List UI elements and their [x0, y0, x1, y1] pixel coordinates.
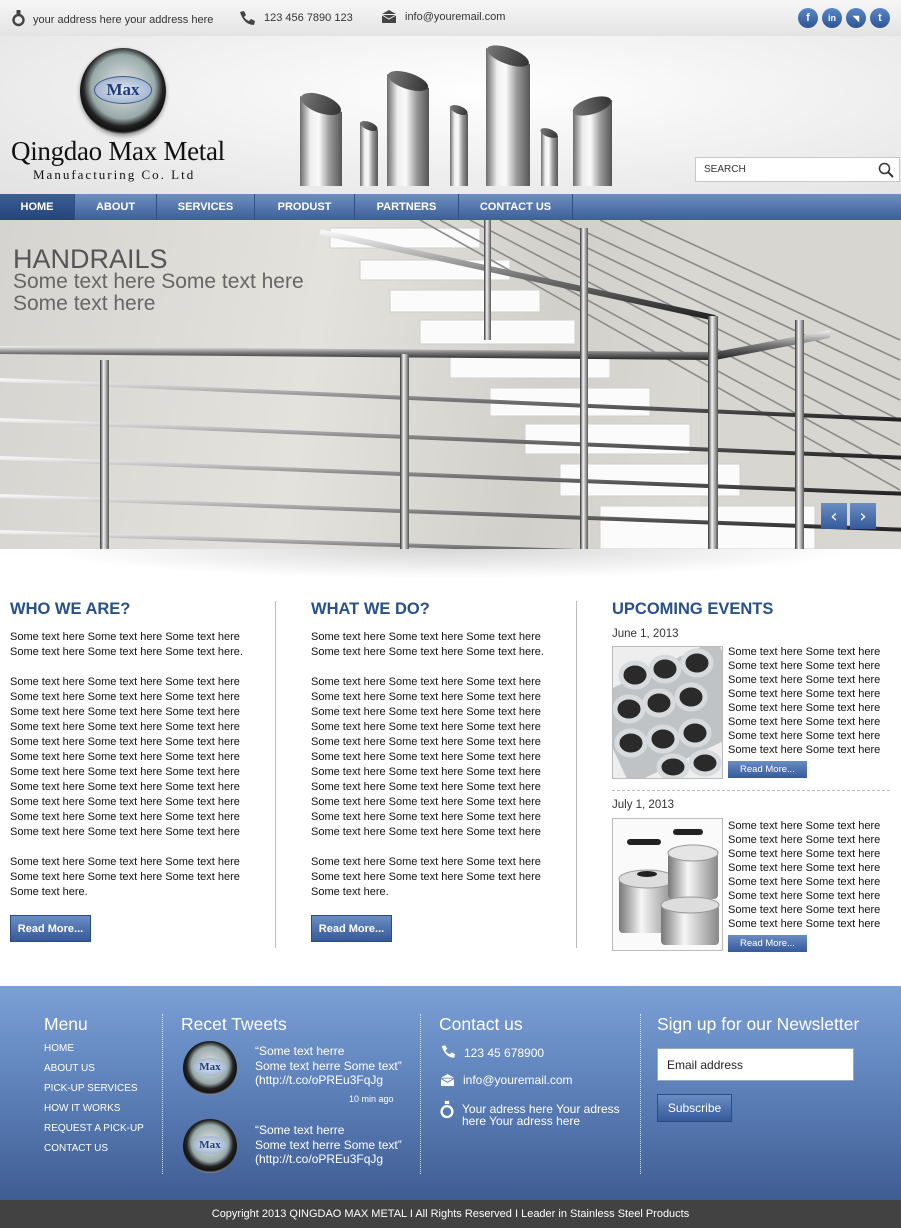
- who-we-are-text: [10, 630, 248, 915]
- nav-contact-us[interactable]: CONTACT US: [459, 194, 573, 220]
- footer-link-pick-up-services[interactable]: PICK-UP SERVICES: [44, 1083, 138, 1094]
- avatar-logo-text: Max: [193, 1136, 227, 1154]
- event-date: June 1, 2013: [612, 628, 679, 640]
- linkedin-icon[interactable]: in: [822, 8, 842, 28]
- footer-divider: [640, 1014, 641, 1174]
- hero-slider: [0, 220, 901, 549]
- social-links: [798, 8, 890, 28]
- newsletter-email-input[interactable]: Email address: [657, 1048, 854, 1081]
- what-paragraph-1: Some text here Some text here Some text here Some text here Some text here Some text here.: [311, 631, 544, 658]
- tweet-text: [255, 1123, 415, 1167]
- footer-menu: [44, 1043, 144, 1163]
- event-separator: [612, 790, 890, 791]
- footer-link-how-it-works[interactable]: HOW IT WORKS: [44, 1103, 121, 1114]
- header: [0, 36, 901, 194]
- tweet-time: 10 min ago: [349, 1094, 394, 1104]
- nav-services[interactable]: SERVICES: [157, 194, 255, 220]
- upcoming-events-title: UPCOMING EVENTS: [612, 600, 774, 618]
- who-paragraph-2: Some text here Some text here Some text here Some text here Some text here Some text here Some text here Some text here Some text here Some text here Some text here Some text here Some text here Some text here Some text here Some text here Some text here Some text here Some text here Some text here Some text here Some text here Some text here Some text here Some text here Some text here Some text here Some text here Some text here Some text here Some text here Some text here Some text here: [10, 676, 240, 838]
- phone-icon: [440, 1044, 456, 1059]
- search-input[interactable]: [696, 164, 866, 175]
- tweet-line: “Some text herre: [255, 1123, 345, 1137]
- rss-icon[interactable]: ◥: [846, 8, 866, 28]
- tweet-line: Some text herre Some text”: [255, 1058, 402, 1073]
- tweet-avatar: [183, 1041, 237, 1095]
- nav-about[interactable]: ABOUT: [75, 194, 157, 220]
- logo-text: Max: [94, 76, 152, 104]
- contact-address: Your adress here Your adress here Your adress here: [462, 1102, 620, 1128]
- company-name: Qingdao Max Metal: [11, 136, 225, 166]
- slider-prev-button[interactable]: ‹: [821, 503, 847, 529]
- event-description: Some text here Some text here Some text here Some text here Some text here Some text here Some text here Some text here Some text here Some text here Some text here Some text here Some text here Some text here Some text here Some text here: [728, 820, 881, 930]
- footer-link-contact-us[interactable]: CONTACT US: [44, 1143, 109, 1154]
- steel-pipes-image: [290, 40, 620, 190]
- twitter-icon[interactable]: t: [870, 8, 890, 28]
- event-read-more-button[interactable]: Read More...: [728, 935, 807, 952]
- hero-text: Some text here Some text here Some text here: [13, 270, 304, 315]
- tweet-line: “Some text herre: [255, 1044, 345, 1058]
- email-text: info@youremail.com: [405, 10, 506, 23]
- event-description: Some text here Some text here Some text here Some text here Some text here Some text here Some text here Some text here Some text here Some text here Some text here Some text here Some text here Some text here Some text here Some text here: [728, 646, 881, 756]
- search-box: [695, 157, 900, 182]
- company-subtitle: Manufacturing Co. Ltd: [33, 167, 196, 182]
- who-we-are-title: WHO WE ARE?: [10, 600, 131, 618]
- facebook-icon[interactable]: f: [798, 8, 818, 28]
- what-paragraph-2: Some text here Some text here Some text here Some text here Some text here Some text here Some text here Some text here Some text here Some text here Some text here Some text here Some text here Some text here Some text here Some text here Some text here Some text here Some text here Some text here Some text here Some text here Some text here Some text here Some text here Some text here Some text here Some text here Some text here Some text here Some text here Some text here Some text here: [311, 676, 541, 838]
- location-pin-icon: [440, 1099, 454, 1121]
- phone-icon: [238, 10, 256, 26]
- column-divider: [576, 601, 577, 948]
- hero-title: HANDRAILS: [13, 244, 168, 274]
- copyright-bar: Copyright 2013 QINGDAO MAX METAL I All Rights Reserved I Leader in Stainless Steel Products: [0, 1200, 901, 1228]
- what-read-more-button[interactable]: Read More...: [311, 915, 392, 942]
- phone-info: [238, 10, 353, 26]
- who-paragraph-3: Some text here Some text here Some text here Some text here Some text here Some text here Some text here.: [10, 856, 240, 898]
- footer-link-home[interactable]: HOME: [44, 1043, 74, 1054]
- mail-icon: [381, 10, 397, 23]
- contact-phone-row: [440, 1044, 544, 1059]
- column-divider: [275, 601, 276, 948]
- contact-address-row: [440, 1099, 637, 1127]
- nav-home[interactable]: HOME: [0, 194, 75, 220]
- event-image-cookware[interactable]: [612, 818, 723, 951]
- recent-tweets-title: Recet Tweets: [181, 1014, 287, 1034]
- hero-shadow: [40, 549, 861, 579]
- tweet-link[interactable]: (http://t.co/oPREu3FqJg: [255, 1073, 384, 1087]
- footer-divider: [162, 1014, 163, 1174]
- footer-menu-title: Menu: [44, 1014, 88, 1034]
- tweet-line: Some text herre Some text”: [255, 1137, 402, 1152]
- logo[interactable]: [80, 48, 166, 134]
- slider-next-button[interactable]: ›: [850, 503, 876, 529]
- who-paragraph-1: Some text here Some text here Some text here Some text here Some text here Some text here.: [10, 631, 243, 658]
- who-read-more-button[interactable]: Read More...: [10, 915, 91, 942]
- pipes-photo: [613, 647, 723, 779]
- search-icon[interactable]: [878, 162, 894, 178]
- footer-divider: [420, 1014, 421, 1174]
- top-bar: [0, 0, 901, 36]
- tweet-avatar: [183, 1119, 237, 1173]
- mail-icon: [440, 1074, 455, 1086]
- address-info: [12, 10, 213, 29]
- what-paragraph-3: Some text here Some text here Some text here Some text here Some text here Some text here Some text here.: [311, 856, 541, 898]
- footer-link-request-pick-up[interactable]: REQUEST A PICK-UP: [44, 1123, 144, 1134]
- event-date: July 1, 2013: [612, 799, 675, 811]
- footer: [0, 986, 901, 1200]
- email-info: [381, 10, 505, 23]
- nav-produst[interactable]: PRODUST: [255, 194, 355, 220]
- contact-us-title: Contact us: [439, 1014, 523, 1034]
- address-text: your address here your address here: [33, 13, 214, 26]
- contact-email[interactable]: info@youremail.com: [463, 1073, 573, 1087]
- footer-link-about-us[interactable]: ABOUT US: [44, 1063, 95, 1074]
- cookware-photo: [613, 819, 723, 951]
- what-we-do-title: WHAT WE DO?: [311, 600, 430, 618]
- tweet-link[interactable]: (http://t.co/oPREu3FqJg: [255, 1152, 384, 1166]
- event-image-pipes[interactable]: [612, 646, 723, 779]
- main-nav: [0, 194, 901, 220]
- location-pin-icon: [12, 10, 25, 29]
- avatar-logo-text: Max: [193, 1058, 227, 1076]
- phone-text: 123 456 7890 123: [264, 12, 353, 24]
- subscribe-button[interactable]: Subscribe: [657, 1094, 732, 1122]
- what-we-do-text: [311, 630, 549, 915]
- contact-email-row: [440, 1074, 573, 1086]
- event-read-more-button[interactable]: Read More...: [728, 761, 807, 778]
- tweet-text: [255, 1044, 415, 1088]
- contact-phone: 123 45 678900: [464, 1046, 545, 1060]
- nav-partners[interactable]: PARTNERS: [355, 194, 459, 220]
- newsletter-title: Sign up for our Newsletter: [657, 1014, 860, 1034]
